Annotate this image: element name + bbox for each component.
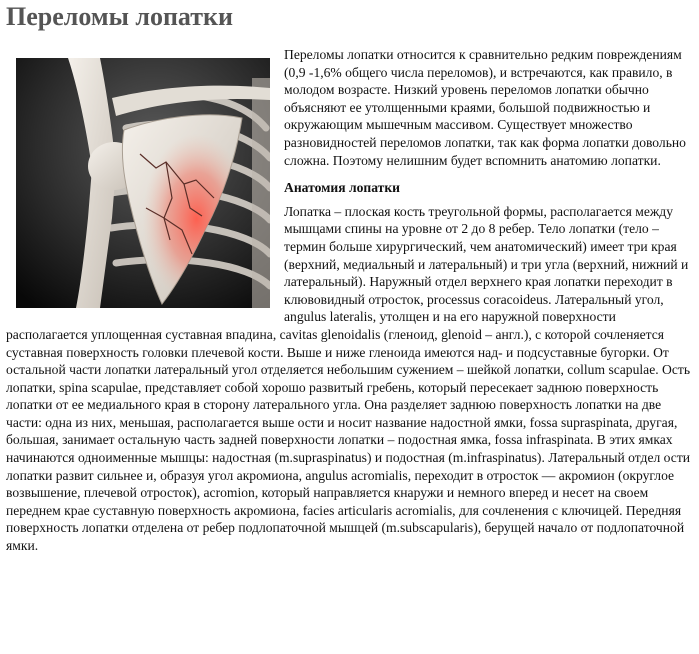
page-title: Переломы лопатки (6, 2, 233, 31)
section-heading: Анатомия лопатки (284, 180, 401, 196)
scapula-fracture-illustration (16, 58, 270, 308)
intro-paragraph: Переломы лопатки относится к сравнительно редким повреждениям (0,9 -1,6% общего числа переломов), и встречаются, как правило, в молодом возрасте. Низкий уровень переломов лопатки обычно объясняют ее утолщенными краями, большой подвижностью и окружающим мышечным массивом. Существует множество разновидностей переломов лопатки, так как форма лопатки довольно сложна. Поэтому нелишним будет вспомнить анатомию лопатки. (284, 47, 686, 168)
scapula-illustration-svg (16, 58, 270, 308)
body-paragraph: Лопатка – плоская кость треугольной формы, располагается между мышцами спины на уровне от 2 до 8 ребер. Тело лопатки (тело – термин больше хирургический, чем анатомический) имеет три края (верхний, медиальный и латеральный) и три угла (верхний, нижний и латеральный). Наружный отдел верхнего края лопатки переходит в клювовидный отросток, processus coracoideus. Латеральный угол, angulus lateralis, утолщен и на его наружной поверхности располагается уплощенная суставная впадина, cavitas glenoidalis (гленоид, glenoid – англ.), с которой сочленяется суставная поверхность головки плечевой кости. Выше и ниже гленоида имеются над- и подсуставные бугорки. От остальной части лопатки латеральный угол отделяется небольшим сужением – шейкой лопатки, collum scapulae. Ость лопатки, spina scapulae, представляет собой хорошо развитый гребень, который пересекает заднюю поверхность лопатки от ее медиального края в сторону латерального угла. Она разделяет заднюю поверхность лопатки на две части: одна из них, меньшая, располагается выше ости и носит название надостной ямки, fossa supraspinata, другая, большая, занимает остальную часть задней поверхности лопатки – подостная ямка, fossa infraspinata. В этих ямках начинаются одноименные мышцы: надостная (m.supraspinatus) и подостная (m.infraspinatus). Латеральный отдел ости лопатки развит сильнее и, образуя угол акромиона, angulus acromialis, переходит в отросток — акромион (округлое возвышение, плечевой отросток), acromion, который направляется кнаружи и немного вперед и несет на своем переднем крае суставную поверхность акромиона, facies articularis acromialis, для сочленения с ключицей. Передняя поверхность лопатки отделена от ребер подлопаточной мышцей (m.subscapularis), берущей начало от подлопаточной ямки. (6, 203, 691, 554)
